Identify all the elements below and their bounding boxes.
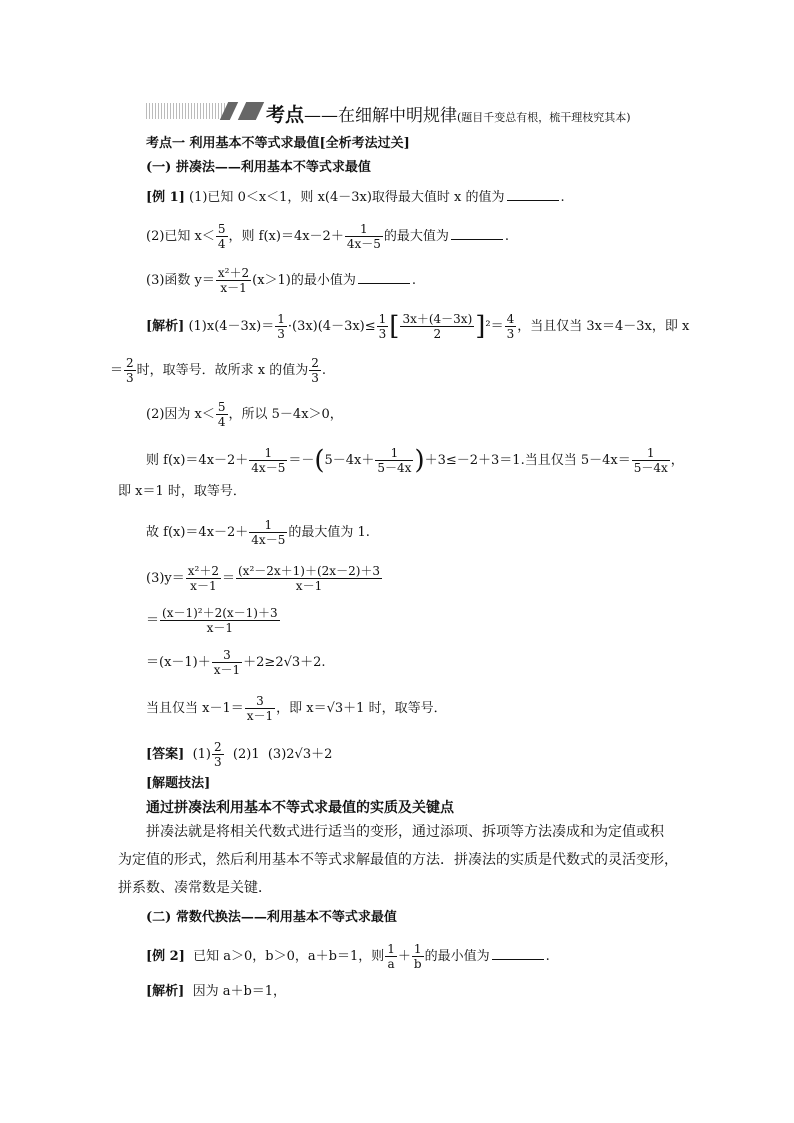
- example-1-q1: [146, 188, 565, 206]
- solution-1-part3-line3: [146, 648, 326, 677]
- math-text: ·(3x)(4－3x)≤: [287, 319, 376, 334]
- denominator: x－1: [213, 663, 241, 677]
- method-paragraph-line2: 为定值的形式，然后利用基本不等式求解最值的方法．拼凑法的实质是代数式的灵活变形，: [118, 852, 678, 868]
- method-label: [解题技法]: [146, 776, 211, 791]
- numerator: 1: [378, 312, 387, 326]
- numerator: 1: [360, 222, 368, 236]
- math-text: 当且仅当 x－1＝: [146, 701, 244, 716]
- example-1-q3: [146, 266, 416, 295]
- banner-subtitle: ——在细解中明规律: [304, 106, 458, 126]
- right-paren: ): [414, 445, 425, 476]
- fraction: [124, 356, 136, 385]
- answer-part: (2)1: [232, 747, 260, 762]
- question-text: 的最大值为: [383, 229, 449, 244]
- fraction: [377, 312, 389, 341]
- question-text: (3)函数 y＝: [146, 273, 215, 288]
- numerator: 1: [264, 518, 273, 532]
- banner-hatch-decoration: [146, 103, 226, 119]
- denominator: 4x－5: [251, 533, 286, 547]
- fraction: [216, 222, 228, 251]
- math-text: ＝－: [288, 453, 315, 468]
- math-text: ＝: [221, 571, 235, 586]
- section-banner: [146, 100, 676, 126]
- period: .: [545, 949, 550, 964]
- numerator: 2: [311, 356, 319, 370]
- denominator: 3: [126, 371, 134, 385]
- denominator: b: [413, 957, 422, 971]
- solution-1-part2-result: [146, 518, 370, 547]
- answer-blank: [492, 947, 544, 960]
- fraction: [249, 518, 287, 547]
- subsection-heading-2: (二) 常数代换法——利用基本不等式求最值: [146, 910, 397, 925]
- denominator: 2: [400, 326, 474, 341]
- answer-1: [146, 740, 332, 769]
- denominator: 4x－5: [346, 237, 381, 251]
- period: .: [504, 229, 510, 244]
- solution-1-part2: [146, 400, 343, 429]
- solution-1-part1-cont: [110, 356, 326, 385]
- numerator: 3: [223, 648, 231, 662]
- math-text: (2)因为 x＜: [146, 407, 215, 422]
- denominator: 4: [217, 237, 226, 251]
- period: .: [411, 273, 417, 288]
- fraction: [345, 222, 383, 251]
- right-bracket: ]: [475, 311, 486, 342]
- question-text: (2)已知 x＜: [146, 229, 215, 244]
- fraction: [216, 400, 228, 429]
- denominator: x－1: [186, 578, 221, 593]
- math-text: ＝: [146, 613, 160, 628]
- numerator: (x－1)²＋2(x－1)＋3: [162, 606, 278, 620]
- fraction: [385, 942, 397, 971]
- denominator: x－1: [246, 709, 274, 723]
- fraction: [212, 648, 242, 677]
- answer-blank: [507, 188, 559, 201]
- fraction: [216, 266, 251, 295]
- denominator: 3: [311, 371, 319, 385]
- denominator: 3: [277, 327, 285, 341]
- answer-label: [答案]: [146, 747, 185, 762]
- example-label: [例 1]: [146, 190, 185, 205]
- numerator: 1: [277, 312, 285, 326]
- denominator: a: [385, 956, 397, 971]
- solution-1-part3-line1: [146, 564, 383, 593]
- fraction: [632, 446, 670, 475]
- question-text: (1)已知 0＜x＜1，则 x(4－3x)取得最大值时 x 的值为: [189, 190, 505, 205]
- math-text: 的最大值为 1.: [288, 525, 370, 540]
- example-label: [例 2]: [146, 949, 185, 964]
- numerator: 5: [217, 400, 226, 414]
- numerator: 2: [126, 356, 134, 370]
- math-text: .: [321, 363, 327, 378]
- fraction: [412, 942, 424, 971]
- solution-2: [146, 984, 286, 1000]
- numerator: 2: [214, 740, 222, 754]
- denominator: x－1: [216, 280, 251, 295]
- solution-1-part3-line4: [146, 694, 447, 723]
- example-1-q2: [146, 222, 509, 251]
- fraction: [160, 606, 280, 635]
- math-text: 则 f(x)＝4x－2＋: [146, 453, 249, 468]
- period: .: [560, 190, 565, 205]
- numerator: 4: [506, 312, 515, 326]
- math-text: ＋3≤－2＋3＝1.当且仅当 5－4x＝: [424, 453, 631, 468]
- numerator: (x²－2x＋1)＋(2x－2)＋3: [238, 564, 381, 578]
- denominator: 5－4x: [633, 461, 668, 475]
- fraction: [275, 312, 287, 341]
- answer-blank: [358, 271, 410, 284]
- math-text: ＋: [397, 949, 411, 964]
- numerator: x²＋2: [187, 564, 219, 578]
- denominator: x－1: [160, 620, 280, 635]
- solution-1-part1: [146, 312, 689, 341]
- denominator: 4x－5: [251, 461, 286, 475]
- left-bracket: [: [389, 311, 400, 342]
- denominator: 4: [217, 415, 226, 429]
- section-heading: 考点一 利用基本不等式求最值[全析考法过关]: [146, 136, 410, 151]
- fraction: [236, 564, 382, 593]
- numerator: 5: [217, 222, 226, 236]
- math-text: (1)x(4－3x)＝: [188, 319, 275, 334]
- question-text: 已知 a＞0，b＞0，a＋b＝1，则: [193, 949, 385, 964]
- question-text: 的最小值为: [424, 949, 490, 964]
- math-text: ，: [670, 453, 684, 468]
- math-text: ＋2≥2√3＋2.: [243, 655, 326, 670]
- solution-1-part3-line2: [146, 606, 281, 635]
- fraction: [309, 356, 321, 385]
- fraction: [505, 312, 517, 341]
- numerator: 3x＋(4－3x): [402, 312, 473, 326]
- question-text: ，则 f(x)＝4x－2＋: [228, 229, 344, 244]
- numerator: 1: [413, 942, 422, 956]
- math-text: ＝(x－1)＋: [146, 655, 211, 670]
- fraction: [249, 446, 287, 475]
- numerator: x²＋2: [217, 266, 250, 280]
- math-text: ，所以 5－4x＞0，: [228, 407, 343, 422]
- question-text: (x＞1)的最小值为: [252, 273, 356, 288]
- solution-label: [解析]: [146, 319, 185, 334]
- numerator: 1: [264, 446, 273, 460]
- math-text: 因为 a＋b＝1，: [192, 984, 287, 999]
- method-paragraph-line1: 拼凑法就是将相关代数式进行适当的变形，通过添项、拆项等方法凑成和为定值或积: [146, 824, 664, 840]
- math-text: 故 f(x)＝4x－2＋: [146, 525, 249, 540]
- fraction: [400, 312, 474, 341]
- subsection-heading: (一) 拼凑法——利用基本不等式求最值: [146, 160, 371, 175]
- method-title: 通过拼凑法利用基本不等式求最值的实质及关键点: [146, 800, 454, 816]
- math-text: 时，取等号．故所求 x 的值为: [136, 363, 309, 378]
- fraction: [186, 564, 221, 593]
- math-text: ＝: [110, 363, 124, 378]
- numerator: 3: [256, 694, 264, 708]
- denominator: 3: [378, 327, 387, 341]
- solution-label: [解析]: [146, 984, 185, 999]
- answer-blank: [451, 227, 503, 240]
- answer-part: (1): [192, 747, 211, 762]
- left-paren: (: [314, 445, 325, 476]
- solution-1-part2-calc: [146, 446, 684, 475]
- numerator: 1: [646, 446, 655, 460]
- denominator: 3: [506, 327, 515, 341]
- numerator: 1: [390, 446, 399, 460]
- denominator: 3: [214, 755, 222, 769]
- fraction: [212, 740, 224, 769]
- math-text: ，即 x＝√3＋1 时，取等号．: [276, 701, 447, 716]
- numerator: 1: [387, 942, 395, 956]
- fraction: [245, 694, 275, 723]
- fraction: [375, 446, 413, 475]
- banner-title: 考点: [266, 104, 305, 126]
- solution-1-part2-eq: 即 x＝1 时，取等号．: [118, 484, 246, 499]
- math-text: ²＝: [485, 319, 504, 334]
- banner-note: (题目千变总有根，梳干理枝究其本): [457, 111, 631, 124]
- method-paragraph-line3: 拼系数、凑常数是关键．: [118, 880, 272, 896]
- answer-part: (3)2√3＋2: [267, 747, 333, 762]
- denominator: x－1: [236, 578, 382, 593]
- math-text: (3)y＝: [146, 571, 185, 586]
- math-text: 5－4x＋: [324, 453, 375, 468]
- example-2: [146, 942, 550, 971]
- denominator: 5－4x: [377, 461, 412, 475]
- math-text: ，当且仅当 3x＝4－3x，即 x: [517, 319, 690, 334]
